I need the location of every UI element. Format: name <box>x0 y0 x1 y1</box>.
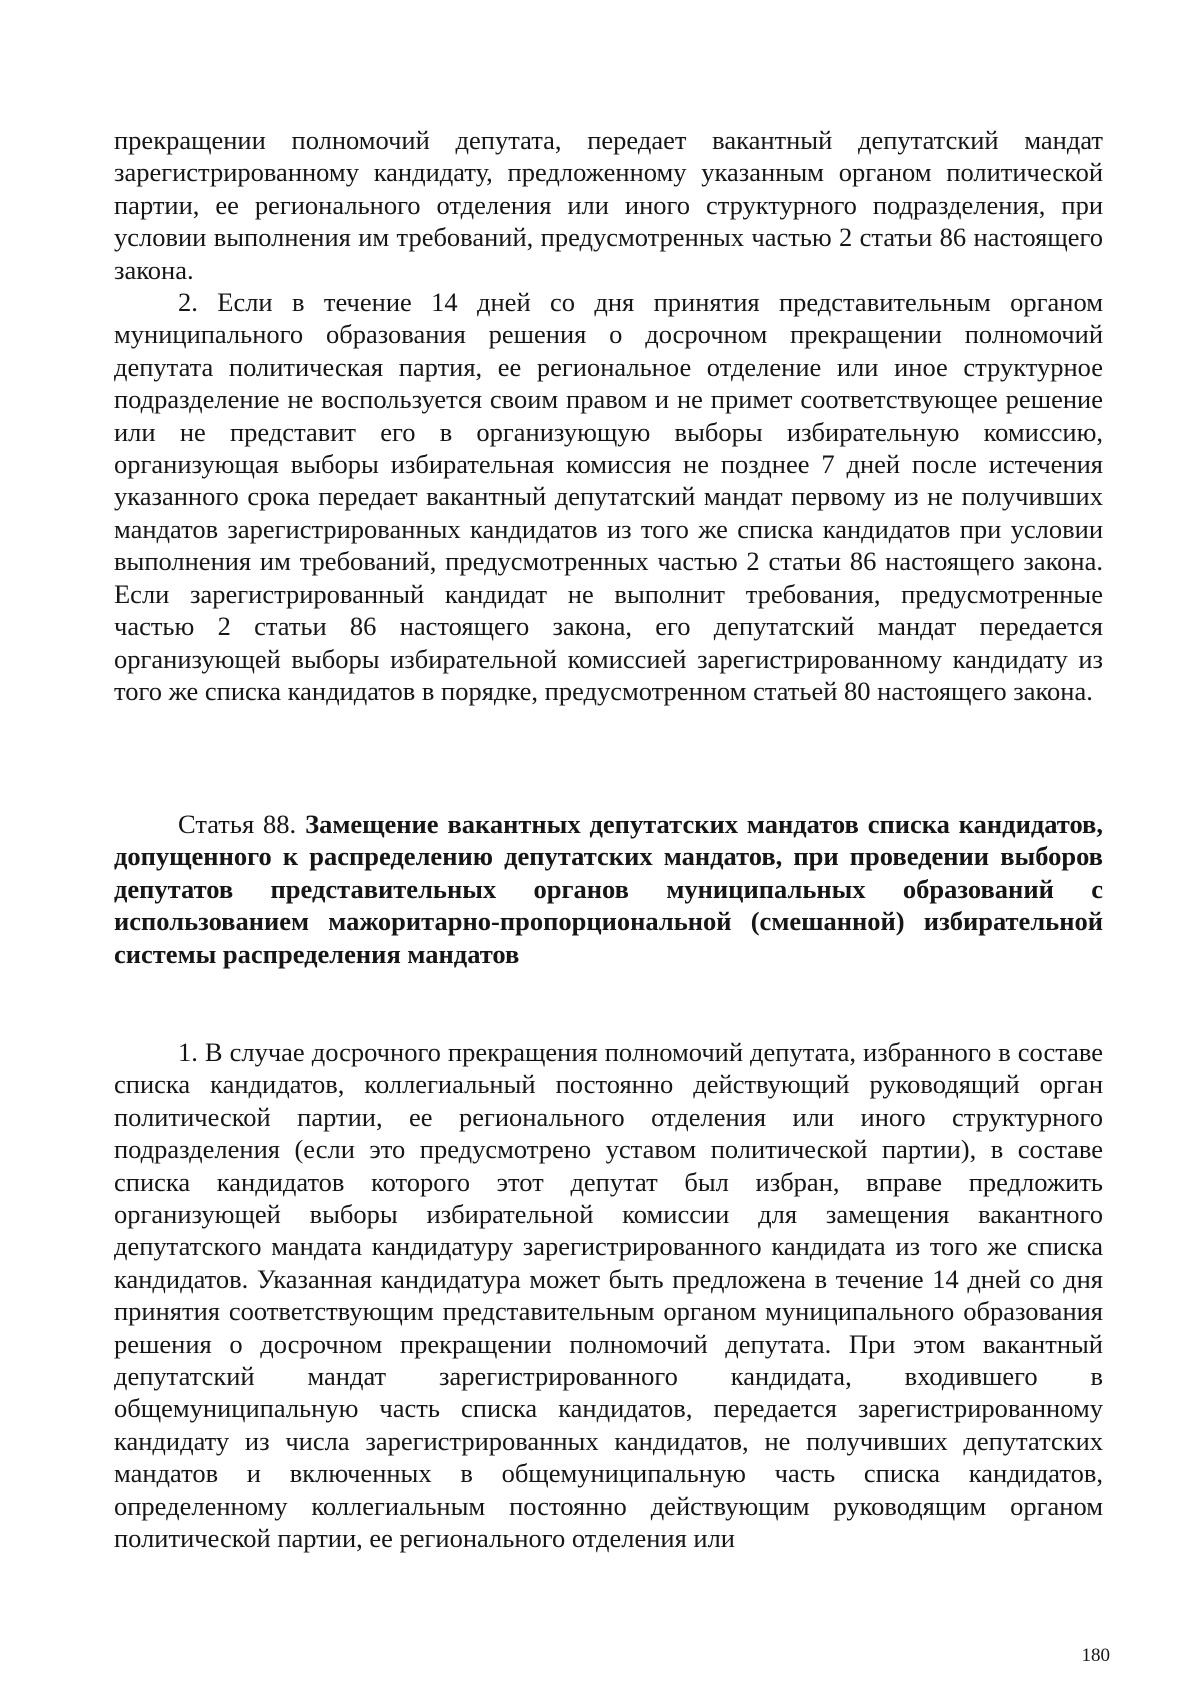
article-88-paragraph-1: 1. В случае досрочного прекращения полномочий депутата, избранного в составе списка кандидатов, коллегиальный постоянно действующий руководящий орган политической партии, ее регионального отделения или иного структурного подразделения (если это предусмотрено уставом политической партии), в составе списка кандидатов которого этот депутат был избран, вправе предложить организующей выборы избирательной комиссии для замещения вакантного депутатского мандата кандидатуру зарегистрированного кандидата из того же списка кандидатов. Указанная кандидатура может быть предложена в течение 14 дней со дня принятия соответствующим представительным органом муниципального образования решения о досрочном прекращении полномочий депутата. При этом вакантный депутатский мандат зарегистрированного кандидата, входившего в общемуниципальную часть списка кандидатов, передается зарегистрированному кандидату из числа зарегистрированных кандидатов, не получивших депутатских мандатов и включенных в общемуниципальную часть списка кандидатов, определенному коллегиальным постоянно действующим руководящим органом политической партии, ее регионального отделения или <box>114 1037 1103 1554</box>
page-number: 180 <box>1081 1645 1110 1666</box>
paragraph-2: 2. Если в течение 14 дней со дня принятия представительным органом муниципального образования решения о досрочном прекращении полномочий депутата политическая партия, ее региональное отделение или иное структурное подразделение не воспользуется своим правом и не примет соответствующее решение или не представит его в организующую выборы избирательную комиссию, организующая выборы избирательная комиссия не позднее 7 дней после истечения указанного срока передает вакантный депутатский мандат первому из не получивших мандатов зарегистрированных кандидатов из того же списка кандидатов при условии выполнения им требований, предусмотренных частью 2 статьи 86 настоящего закона. Если зарегистрированный кандидат не выполнит требования, предусмотренные частью 2 статьи 86 настоящего закона, его депутатский мандат передается организующей выборы избирательной комиссией зарегистрированному кандидату из того же списка кандидатов в порядке, предусмотренном статьей 80 настоящего закона. <box>114 287 1103 706</box>
article-number: Статья 88. <box>178 809 297 839</box>
continuation-paragraph: прекращении полномочий депутата, передает вакантный депутатский мандат зарегистрированному кандидату, предложенному указанным органом политической партии, ее регионального отделения или иного структурного подразделения, при условии выполнения им требований, предусмотренных частью 2 статьи 86 настоящего закона. <box>114 125 1103 285</box>
article-88-body <box>114 1036 1103 1555</box>
article-title: Замещение вакантных депутатских мандатов списка кандидатов, допущенного к распределению депутатских мандатов, при проведении выборов депутатов представительных органов муниципальных образований с использованием мажоритарно-пропорциональной (смешанной) избирательной системы распределения мандатов <box>114 809 1103 969</box>
article-heading <box>114 808 1103 970</box>
article-87-continuation <box>114 124 1103 707</box>
article-88-heading <box>114 808 1103 970</box>
